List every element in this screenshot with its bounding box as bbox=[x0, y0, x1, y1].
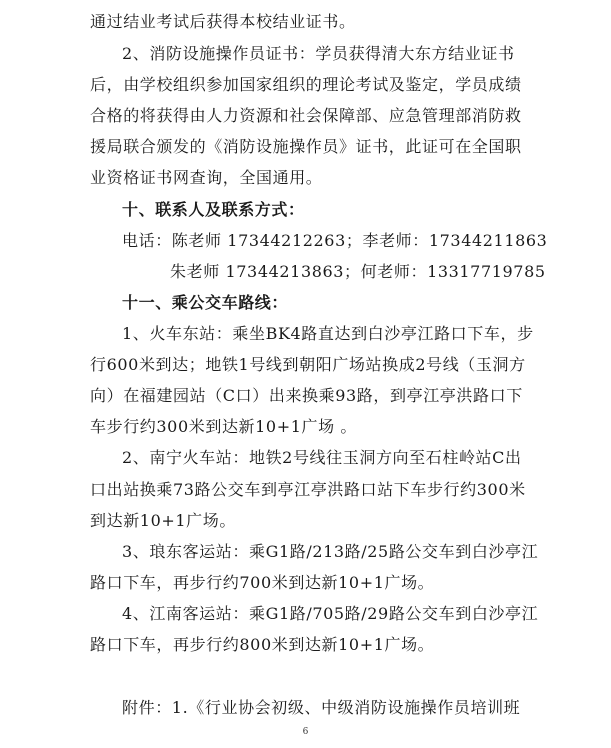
body-text-line: 业资格证书网查询，全国通用。 bbox=[90, 168, 323, 187]
section-heading-contact: 十、联系人及联系方式： bbox=[122, 200, 305, 219]
body-text-line: 合格的将获得由人力资源和社会保障部、应急管理部消防救 bbox=[90, 106, 522, 125]
attachment-line: 附件：1.《行业协会初级、中级消防设施操作员培训班 bbox=[122, 698, 521, 717]
body-text-line: 2、消防设施操作员证书：学员获得清大东方结业证书 bbox=[122, 44, 515, 63]
bus-route-line: 口出站换乘73路公交车到亭江亭洪路口站下车步行约300米 bbox=[90, 480, 526, 499]
body-text-line: 通过结业考试后获得本校结业证书。 bbox=[90, 12, 356, 31]
section-heading-bus: 十一、乘公交车路线： bbox=[122, 293, 289, 312]
bus-route-line: 4、江南客运站：乘G1路/705路/29路公交车到白沙亭江 bbox=[122, 604, 539, 623]
contact-phone-line: 朱老师 17344213863；何老师：13317719785 bbox=[170, 262, 546, 281]
bus-route-line: 到达新10+1广场。 bbox=[90, 511, 236, 530]
page-number: 6 bbox=[302, 727, 309, 737]
contact-phone-line: 电话：陈老师 17344212263；李老师：17344211863 bbox=[122, 231, 548, 250]
bus-route-line: 3、琅东客运站：乘G1路/213路/25路公交车到白沙亭江 bbox=[122, 542, 539, 561]
bus-route-line: 车步行约300米到达新10+1广场 。 bbox=[90, 417, 357, 436]
bus-route-line: 行600米到达；地铁1号线到朝阳广场站换成2号线（玉洞方 bbox=[90, 355, 526, 374]
bus-route-line: 路口下车，再步行约800米到达新10+1广场。 bbox=[90, 635, 435, 654]
body-text-line: 后，由学校组织参加国家组织的理论考试及鉴定，学员成绩 bbox=[90, 75, 522, 94]
bus-route-line: 1、火车东站：乘坐BK4路直达到白沙亭江路口下车，步 bbox=[122, 324, 534, 343]
bus-route-line: 2、南宁火车站：地铁2号线往玉洞方向至石柱岭站C出 bbox=[122, 448, 522, 467]
body-text-line: 援局联合颁发的《消防设施操作员》证书，此证可在全国职 bbox=[90, 137, 522, 156]
bus-route-line: 向）在福建园站（C口）出来换乘93路，到亭江亭洪路口下 bbox=[90, 386, 523, 405]
bus-route-line: 路口下车，再步行约700米到达新10+1广场。 bbox=[90, 573, 435, 592]
